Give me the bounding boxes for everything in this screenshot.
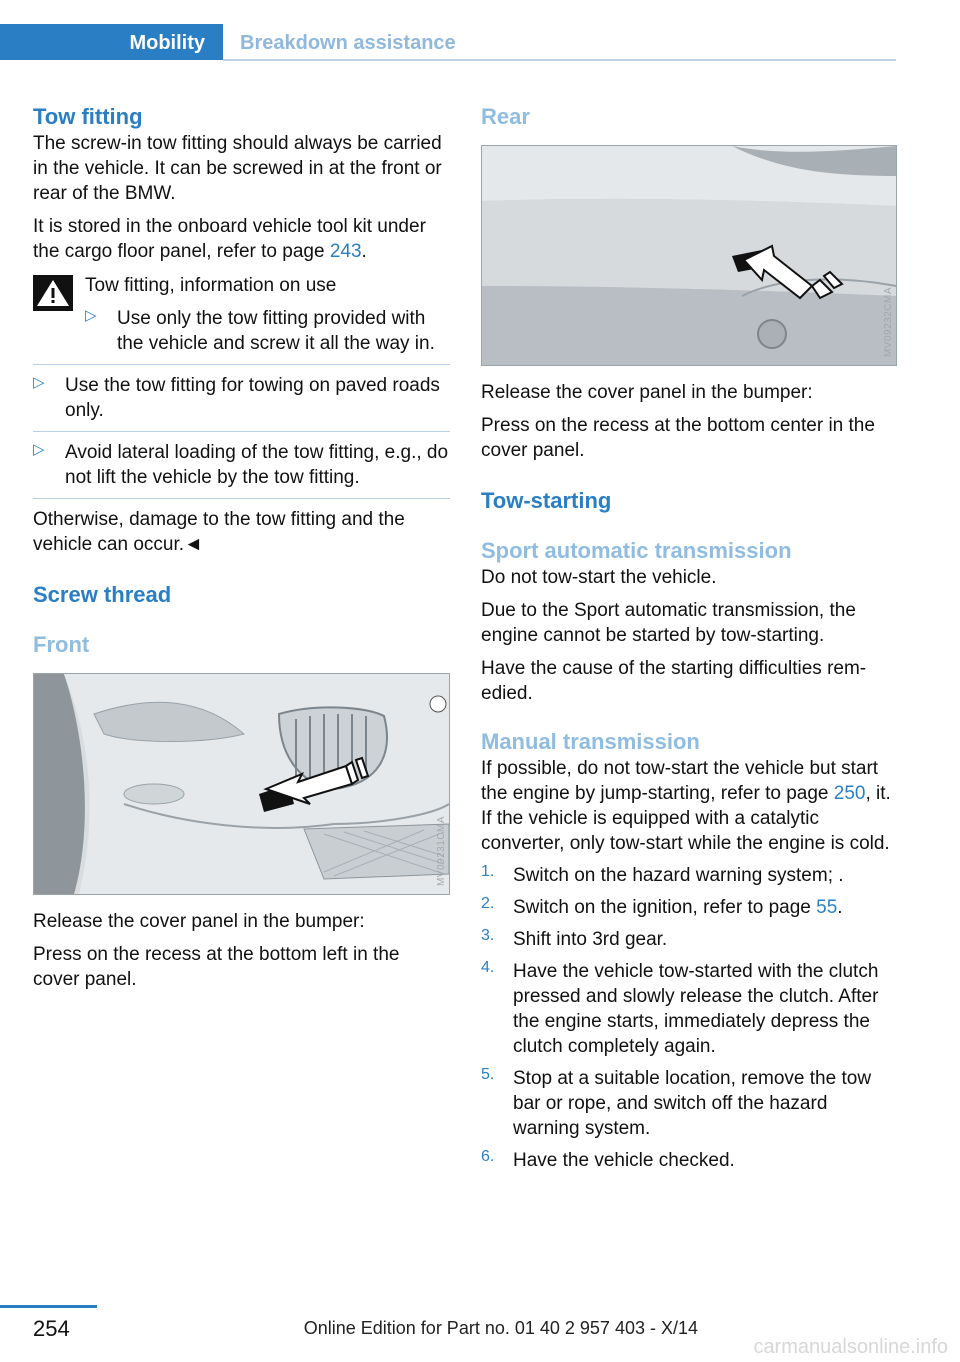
bullet-triangle-icon: ▷ (33, 441, 45, 458)
watermark: carmanualsonline.info (753, 1336, 948, 1358)
tow-fitting-storage-paragraph (33, 214, 450, 264)
manual-text-suffix: , it. If the vehicle is equipped with a catalytic converter, only tow-start while the engine is cold. (481, 783, 891, 854)
storage-text: It is stored in the onboard vehicle tool kit under the cargo floor panel, refer to page (33, 216, 426, 262)
bullet-text: Avoid lateral loading of the tow fitting, e.g., do not lift the vehicle by the tow fitting. (65, 442, 449, 488)
front-bumper-figure (33, 673, 450, 895)
step-number: 5. (481, 1066, 495, 1083)
warning-bullet (33, 373, 450, 423)
sport-p1: Do not tow-start the vehicle. (481, 567, 717, 588)
step-number: 1. (481, 863, 495, 880)
warning-block (33, 273, 450, 356)
page-header (0, 24, 896, 62)
front-heading: Front (33, 632, 90, 657)
list-item (481, 959, 898, 1059)
step-number: 3. (481, 927, 495, 944)
step-text: Have the vehicle tow-started with the clutch pressed and slowly release the clutch. After the engine starts, immediately depress the clutch completely again. (513, 961, 879, 1057)
step-number: 4. (481, 959, 495, 976)
rear-bumper-figure (481, 145, 897, 366)
front-release-text: Release the cover panel in the bumper: (33, 911, 365, 932)
damage-warning-text: Otherwise, damage to the tow fitting and the vehicle can occur.◄ (33, 509, 405, 555)
sport-transmission-heading: Sport automatic transmission (481, 538, 792, 563)
list-item (481, 1148, 898, 1173)
step-number: 2. (481, 895, 495, 912)
front-bumper-illustration (34, 674, 449, 894)
list-item (481, 895, 898, 920)
manual-transmission-heading: Manual transmission (481, 729, 700, 754)
step-number: 6. (481, 1148, 495, 1165)
tow-fitting-paragraph: The screw-in tow fitting should always be carried in the vehicle. It can be screwed in at the front or rear of the BMW. (33, 133, 442, 204)
left-column (33, 103, 450, 992)
rear-heading: Rear (481, 104, 530, 129)
figure-code: MV09231CMA (436, 815, 447, 886)
figure-code: MV09232CMA (883, 286, 894, 357)
tow-fitting-heading: Tow fitting (33, 104, 143, 129)
page-link-250[interactable]: 250 (833, 783, 866, 804)
list-item (481, 927, 898, 952)
bullet-triangle-icon: ▷ (33, 374, 45, 391)
right-column (481, 103, 898, 1173)
bullet-triangle-icon: ▷ (85, 307, 97, 324)
sport-p2: Due to the Sport automatic transmission, the engine cannot be started by tow-starting. (481, 600, 856, 646)
tow-starting-heading: Tow-starting (481, 488, 612, 513)
divider (33, 431, 450, 432)
step-text: Stop at a suitable location, remove the tow bar or rope, and switch off the hazard warning system. (513, 1068, 872, 1139)
rear-press-text: Press on the recess at the bottom center in the cover panel. (481, 415, 875, 461)
bullet-text: Use the tow fitting for towing on paved roads only. (65, 375, 440, 421)
screw-thread-heading: Screw thread (33, 582, 172, 607)
rear-bumper-illustration (482, 146, 896, 365)
list-item (481, 863, 898, 888)
step-text-suffix: . (837, 897, 843, 918)
list-item (481, 1066, 898, 1141)
warning-bullet (85, 306, 450, 356)
page-link-243[interactable]: 243 (329, 241, 362, 262)
step-text: Switch on the hazard warning system; . (513, 865, 844, 886)
sport-p3: Have the cause of the starting difficulties remedied. (481, 658, 867, 704)
rear-release-text: Release the cover panel in the bumper: (481, 382, 813, 403)
page-link-55[interactable]: 55 (816, 897, 838, 918)
divider (33, 364, 450, 365)
divider (33, 498, 450, 499)
page-number: 254 (33, 1316, 70, 1341)
step-text-main: Switch on the ignition, refer to page (513, 897, 817, 918)
footer-rule (0, 1305, 97, 1308)
manual-text: If possible, do not tow-start the vehicle but start the engine by jump-starting, refer to page (481, 758, 879, 804)
bullet-text: Use only the tow fitting provided with the vehicle and screw it all the way in. (117, 308, 435, 354)
steps-list (481, 863, 898, 1173)
step-text: Have the vehicle checked. (513, 1150, 735, 1171)
edition-text: Online Edition for Part no. 01 40 2 957 403 - X/14 (303, 1318, 698, 1338)
warning-icon (33, 275, 73, 311)
warning-title: Tow fitting, information on use (85, 275, 337, 296)
section-tab: Mobility (0, 24, 223, 60)
front-press-text: Press on the recess at the bottom left in the cover panel. (33, 944, 400, 990)
manual-paragraph (481, 756, 898, 856)
chapter-title: Breakdown assistance (240, 32, 456, 54)
header-rule (223, 59, 896, 61)
storage-suffix: . (361, 241, 367, 262)
step-text: Shift into 3rd gear. (513, 929, 668, 950)
step-text (513, 895, 898, 920)
warning-bullet (33, 440, 450, 490)
